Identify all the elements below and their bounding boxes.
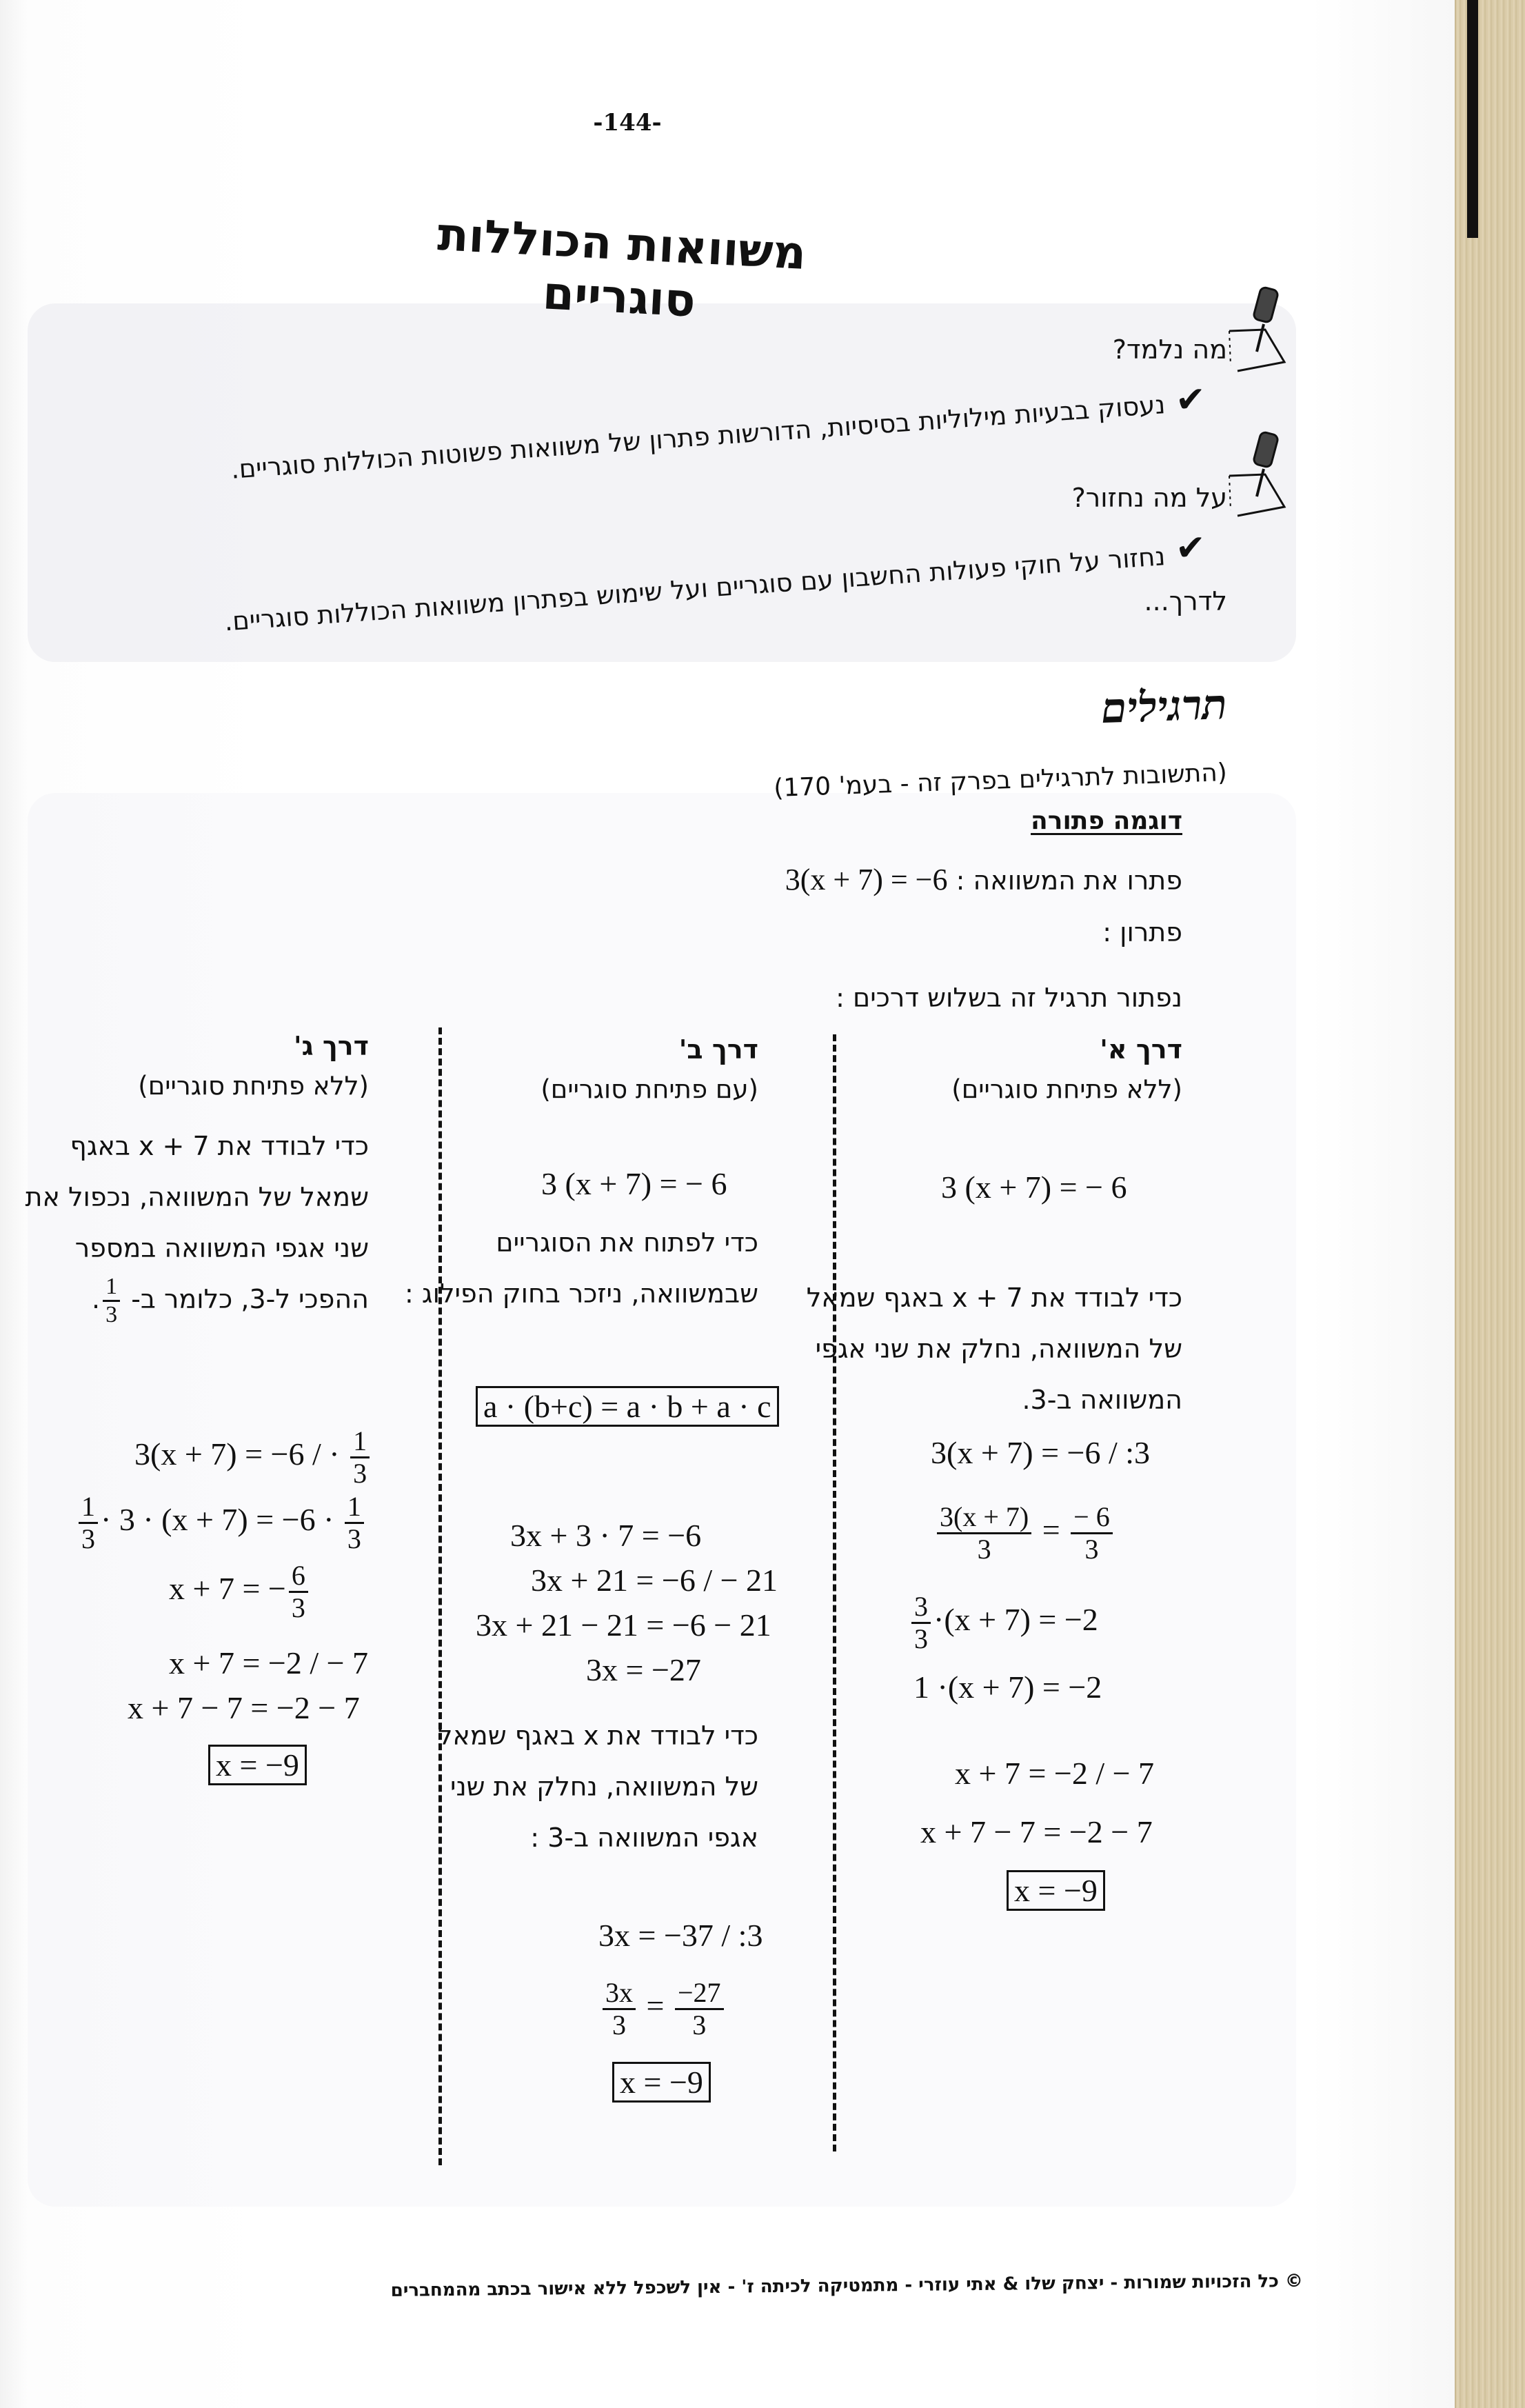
review-text: נחזור על חוקי פעולות החשבון עם סוגריים ועל שימוש בפתרון משוואות הכוללות סוגריים.	[223, 541, 1167, 637]
copyright-icon: ©	[1284, 2271, 1304, 2292]
method-b-answer: x = −9	[612, 2062, 711, 2103]
method-c-step: 3(x + 7) = −6 / · $\frac{1}{3}$	[134, 1427, 372, 1487]
three-ways-label: נפתור תרגיל זה בשלוש דרכים :	[836, 983, 1182, 1013]
solution-label: פתרון :	[1102, 917, 1182, 947]
method-b-subtitle: (עם פתיחת סוגריים)	[541, 1074, 758, 1104]
method-b-frac-step: $\frac{3x}{3}$ = $\frac{-27}{3}$	[600, 1979, 727, 2039]
method-c-answer: x = −9	[208, 1745, 307, 1785]
method-c-step: x + 7 = −2 / − 7	[169, 1645, 369, 1680]
exercises-title: תרגילים	[1100, 680, 1229, 734]
method-b-explanation: כדי לפתוח את הסוגריים שבמשוואה, ניזכר בחוק הפילוג :	[405, 1227, 758, 1309]
method-b-step: 3x + 21 = −6 / − 21	[531, 1563, 778, 1598]
method-a-step: x + 7 = −2 / − 7	[955, 1756, 1155, 1791]
method-c	[45, 1031, 369, 1101]
method-b	[400, 1034, 758, 1104]
method-c-step: x + 7 = − $\frac{6}{3}$	[169, 1562, 311, 1622]
solved-example-title: דוגמה פתורה	[1031, 807, 1182, 835]
book-page-edges	[1455, 0, 1525, 2408]
method-b-title: דרך ב'	[678, 1034, 758, 1065]
method-a-step: $\frac{3(x + 7)}{3}$ = $\frac{- 6}{3}$	[934, 1503, 1115, 1563]
check-icon: ✔	[1175, 379, 1206, 421]
method-a-start-eq: 3 (x + 7) = − 6	[941, 1170, 1127, 1205]
method-c-subtitle: (ללא פתיחת סוגריים)	[138, 1071, 369, 1101]
prompt-label: פתרו את המשוואה :	[956, 865, 1182, 896]
method-a-explanation: כדי לבודד את x + 7 באגף שמאל של המשוואה, נחלק את שני אגפי המשוואה ב-3.	[806, 1283, 1182, 1415]
column-divider	[438, 1027, 442, 2165]
spine-mark	[1467, 0, 1478, 238]
method-a	[796, 1034, 1182, 1104]
method-c-title: דרך ג'	[293, 1031, 369, 1061]
method-b-step: 3x + 21 − 21 = −6 − 21	[476, 1607, 771, 1643]
method-c-step: $\frac{1}{3}$ · 3 · (x + 7) = −6 · $\frac{1}{3}$	[76, 1493, 367, 1553]
prompt-line	[785, 862, 1182, 897]
check-icon: ✔	[1175, 528, 1206, 569]
prompt-equation: 3(x + 7) = −6	[785, 863, 948, 896]
learn-heading: מה נלמד?	[1112, 334, 1227, 365]
learn-text: נעסוק בבעיות מילוליות בסיסיות, הדורשות פתרון של משוואות פשוטות הכוללות סוגריים.	[230, 390, 1167, 485]
onward-label: לדרך...	[1144, 586, 1227, 616]
method-c-step: x + 7 − 7 = −2 − 7	[128, 1690, 360, 1725]
method-b-explanation-2: כדי לבודד את x באגף שמאל של המשוואה, נחלק את שני אגפי המשוואה ב-3 :	[437, 1720, 758, 1853]
one-third-fraction: $\frac{1}{3}$	[103, 1275, 120, 1327]
copyright-text: כל הזכויות שמורות - יצחק שלו & אתי עוזרי - מתמטיקה לכיתה ז' - אין לשכפל ללא אישור בכתב מהמחברים	[390, 2271, 1280, 2301]
copyright-footer	[386, 2271, 1303, 2301]
method-a-step: 3(x + 7) = −6 / :3	[931, 1435, 1151, 1470]
review-heading: על מה נחזור?	[1071, 483, 1227, 513]
method-c-explanation: כדי לבודד את x + 7 באגף שמאל של המשוואה, נכפול את שני אגפי המשוואה במספר ההפכי ל-3, כלומר ב- $\frac{1}{3}$ .	[25, 1131, 369, 1327]
method-a-title: דרך א'	[1100, 1034, 1182, 1065]
method-a-subtitle: (ללא פתיחת סוגריים)	[951, 1074, 1182, 1104]
page-number: -144-	[593, 109, 662, 137]
column-divider	[833, 1034, 836, 2151]
distributive-law-box: a · (b+c) = a · b + a · c	[476, 1386, 779, 1427]
method-b-step: 3x + 3 · 7 = −6	[510, 1518, 702, 1553]
method-b-divide-step: 3x = −37 / :3	[598, 1918, 763, 1953]
method-a-answer: x = −9	[1007, 1870, 1105, 1911]
pushpin-icon	[1224, 283, 1289, 372]
chapter-title: משוואות הכוללות סוגריים	[436, 208, 808, 328]
pushpin-icon	[1224, 428, 1289, 517]
method-b-step: 3x = −27	[586, 1652, 701, 1687]
method-a-step: $\frac{3}{3}$ ·(x + 7) = −2	[909, 1593, 1098, 1653]
method-b-start-eq: 3 (x + 7) = − 6	[541, 1166, 727, 1201]
method-a-step: 1 ·(x + 7) = −2	[913, 1669, 1102, 1705]
method-a-step: x + 7 − 7 = −2 − 7	[920, 1814, 1153, 1849]
answers-note: (התשובות לתרגילים בפרק זה - בעמ' 170)	[773, 759, 1228, 803]
